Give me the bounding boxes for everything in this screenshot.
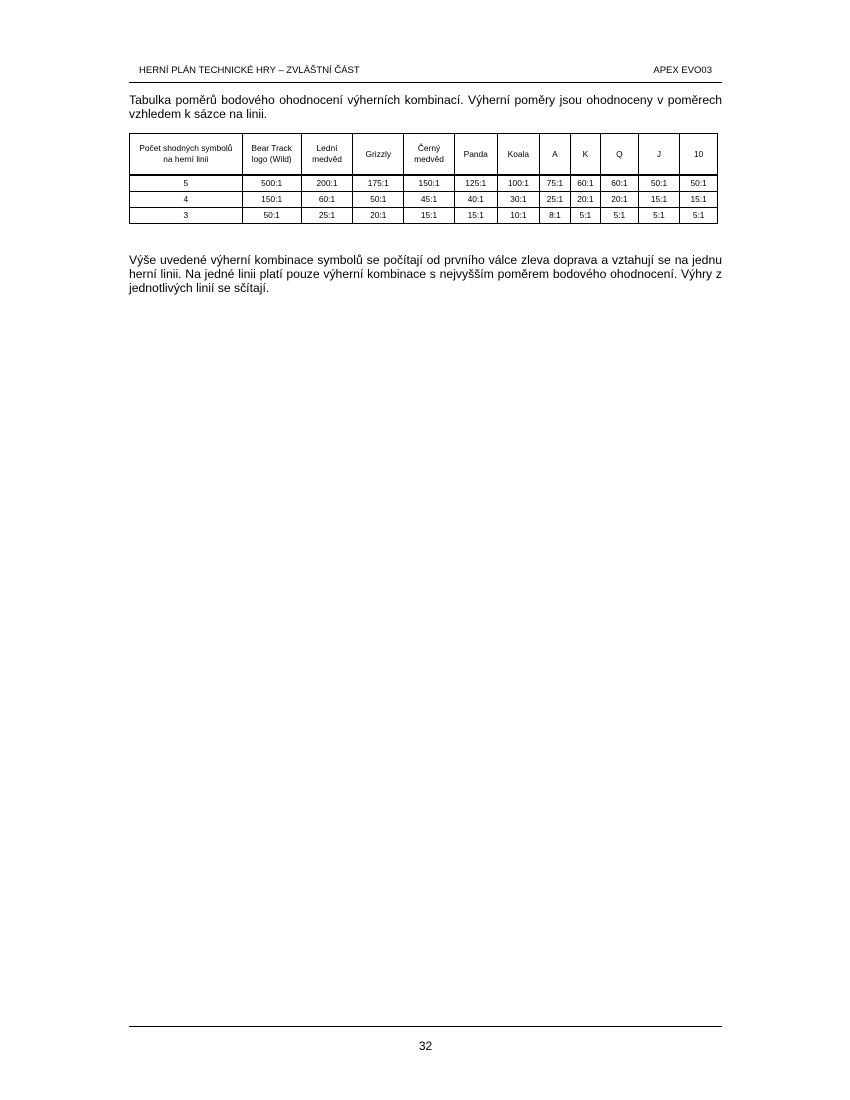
intro-paragraph: Tabulka poměrů bodového ohodnocení výherních kombinací. Výherní poměry jsou ohodnoceny v poměrech vzhledem k sázce na linii. — [129, 93, 722, 121]
row-symbol-count: 5 — [130, 175, 243, 192]
payout-cell: 20:1 — [601, 192, 639, 208]
col-header-black-bear: Černý medvěd — [404, 134, 455, 176]
payout-cell: 75:1 — [540, 175, 570, 192]
payout-cell: 500:1 — [242, 175, 301, 192]
header-code: APEX EVO03 — [653, 65, 712, 76]
table-row — [130, 192, 718, 208]
payout-cell: 10:1 — [497, 208, 540, 224]
outro-paragraph: Výše uvedené výherní kombinace symbolů se počítají od prvního válce zleva doprava a vztahují se na jednu herní linii. Na jedné linii platí pouze výherní kombinace s nejvyšším poměrem bodového ohodnocení. Výhry z jednotlivých linií se sčítají. — [129, 253, 722, 295]
col-header-grizzly: Grizzly — [353, 134, 404, 176]
payout-cell: 20:1 — [353, 208, 404, 224]
payout-cell: 30:1 — [497, 192, 540, 208]
payout-table — [129, 133, 718, 224]
payout-cell: 150:1 — [242, 192, 301, 208]
payout-cell: 15:1 — [454, 208, 497, 224]
col-header-koala: Koala — [497, 134, 540, 176]
payout-cell: 125:1 — [454, 175, 497, 192]
table-row — [130, 175, 718, 192]
payout-cell: 15:1 — [404, 208, 455, 224]
payout-cell: 50:1 — [638, 175, 680, 192]
table-body — [130, 175, 718, 224]
col-header-a: A — [540, 134, 570, 176]
payout-cell: 150:1 — [404, 175, 455, 192]
payout-cell: 20:1 — [570, 192, 600, 208]
payout-cell: 50:1 — [353, 192, 404, 208]
col-header-panda: Panda — [454, 134, 497, 176]
col-header-bear-track: Bear Track logo (Wild) — [242, 134, 301, 176]
payout-cell: 15:1 — [638, 192, 680, 208]
payout-cell: 25:1 — [540, 192, 570, 208]
col-header-polar-bear: Lední medvěd — [301, 134, 353, 176]
page-header — [129, 62, 722, 83]
payout-cell: 15:1 — [680, 192, 718, 208]
payout-cell: 8:1 — [540, 208, 570, 224]
payout-cell: 175:1 — [353, 175, 404, 192]
payout-cell: 5:1 — [570, 208, 600, 224]
payout-cell: 100:1 — [497, 175, 540, 192]
col-header-10: 10 — [680, 134, 718, 176]
col-header-j: J — [638, 134, 680, 176]
footer-rule — [129, 1026, 722, 1027]
row-symbol-count: 4 — [130, 192, 243, 208]
table-header-row — [130, 134, 718, 176]
table-row — [130, 208, 718, 224]
payout-cell: 5:1 — [601, 208, 639, 224]
payout-cell: 40:1 — [454, 192, 497, 208]
page-number: 32 — [418, 1039, 433, 1053]
payout-cell: 60:1 — [570, 175, 600, 192]
payout-cell: 200:1 — [301, 175, 353, 192]
payout-cell: 45:1 — [404, 192, 455, 208]
header-title: HERNÍ PLÁN TECHNICKÉ HRY – ZVLÁŠTNÍ ČÁST — [139, 65, 360, 76]
payout-cell: 5:1 — [638, 208, 680, 224]
payout-cell: 60:1 — [301, 192, 353, 208]
payout-cell: 25:1 — [301, 208, 353, 224]
payout-cell: 50:1 — [680, 175, 718, 192]
payout-cell: 50:1 — [242, 208, 301, 224]
col-header-k: K — [570, 134, 600, 176]
payout-cell: 60:1 — [601, 175, 639, 192]
row-symbol-count: 3 — [130, 208, 243, 224]
col-header-count: Počet shodných symbolů na herní linii — [130, 134, 243, 176]
payout-cell: 5:1 — [680, 208, 718, 224]
col-header-q: Q — [601, 134, 639, 176]
